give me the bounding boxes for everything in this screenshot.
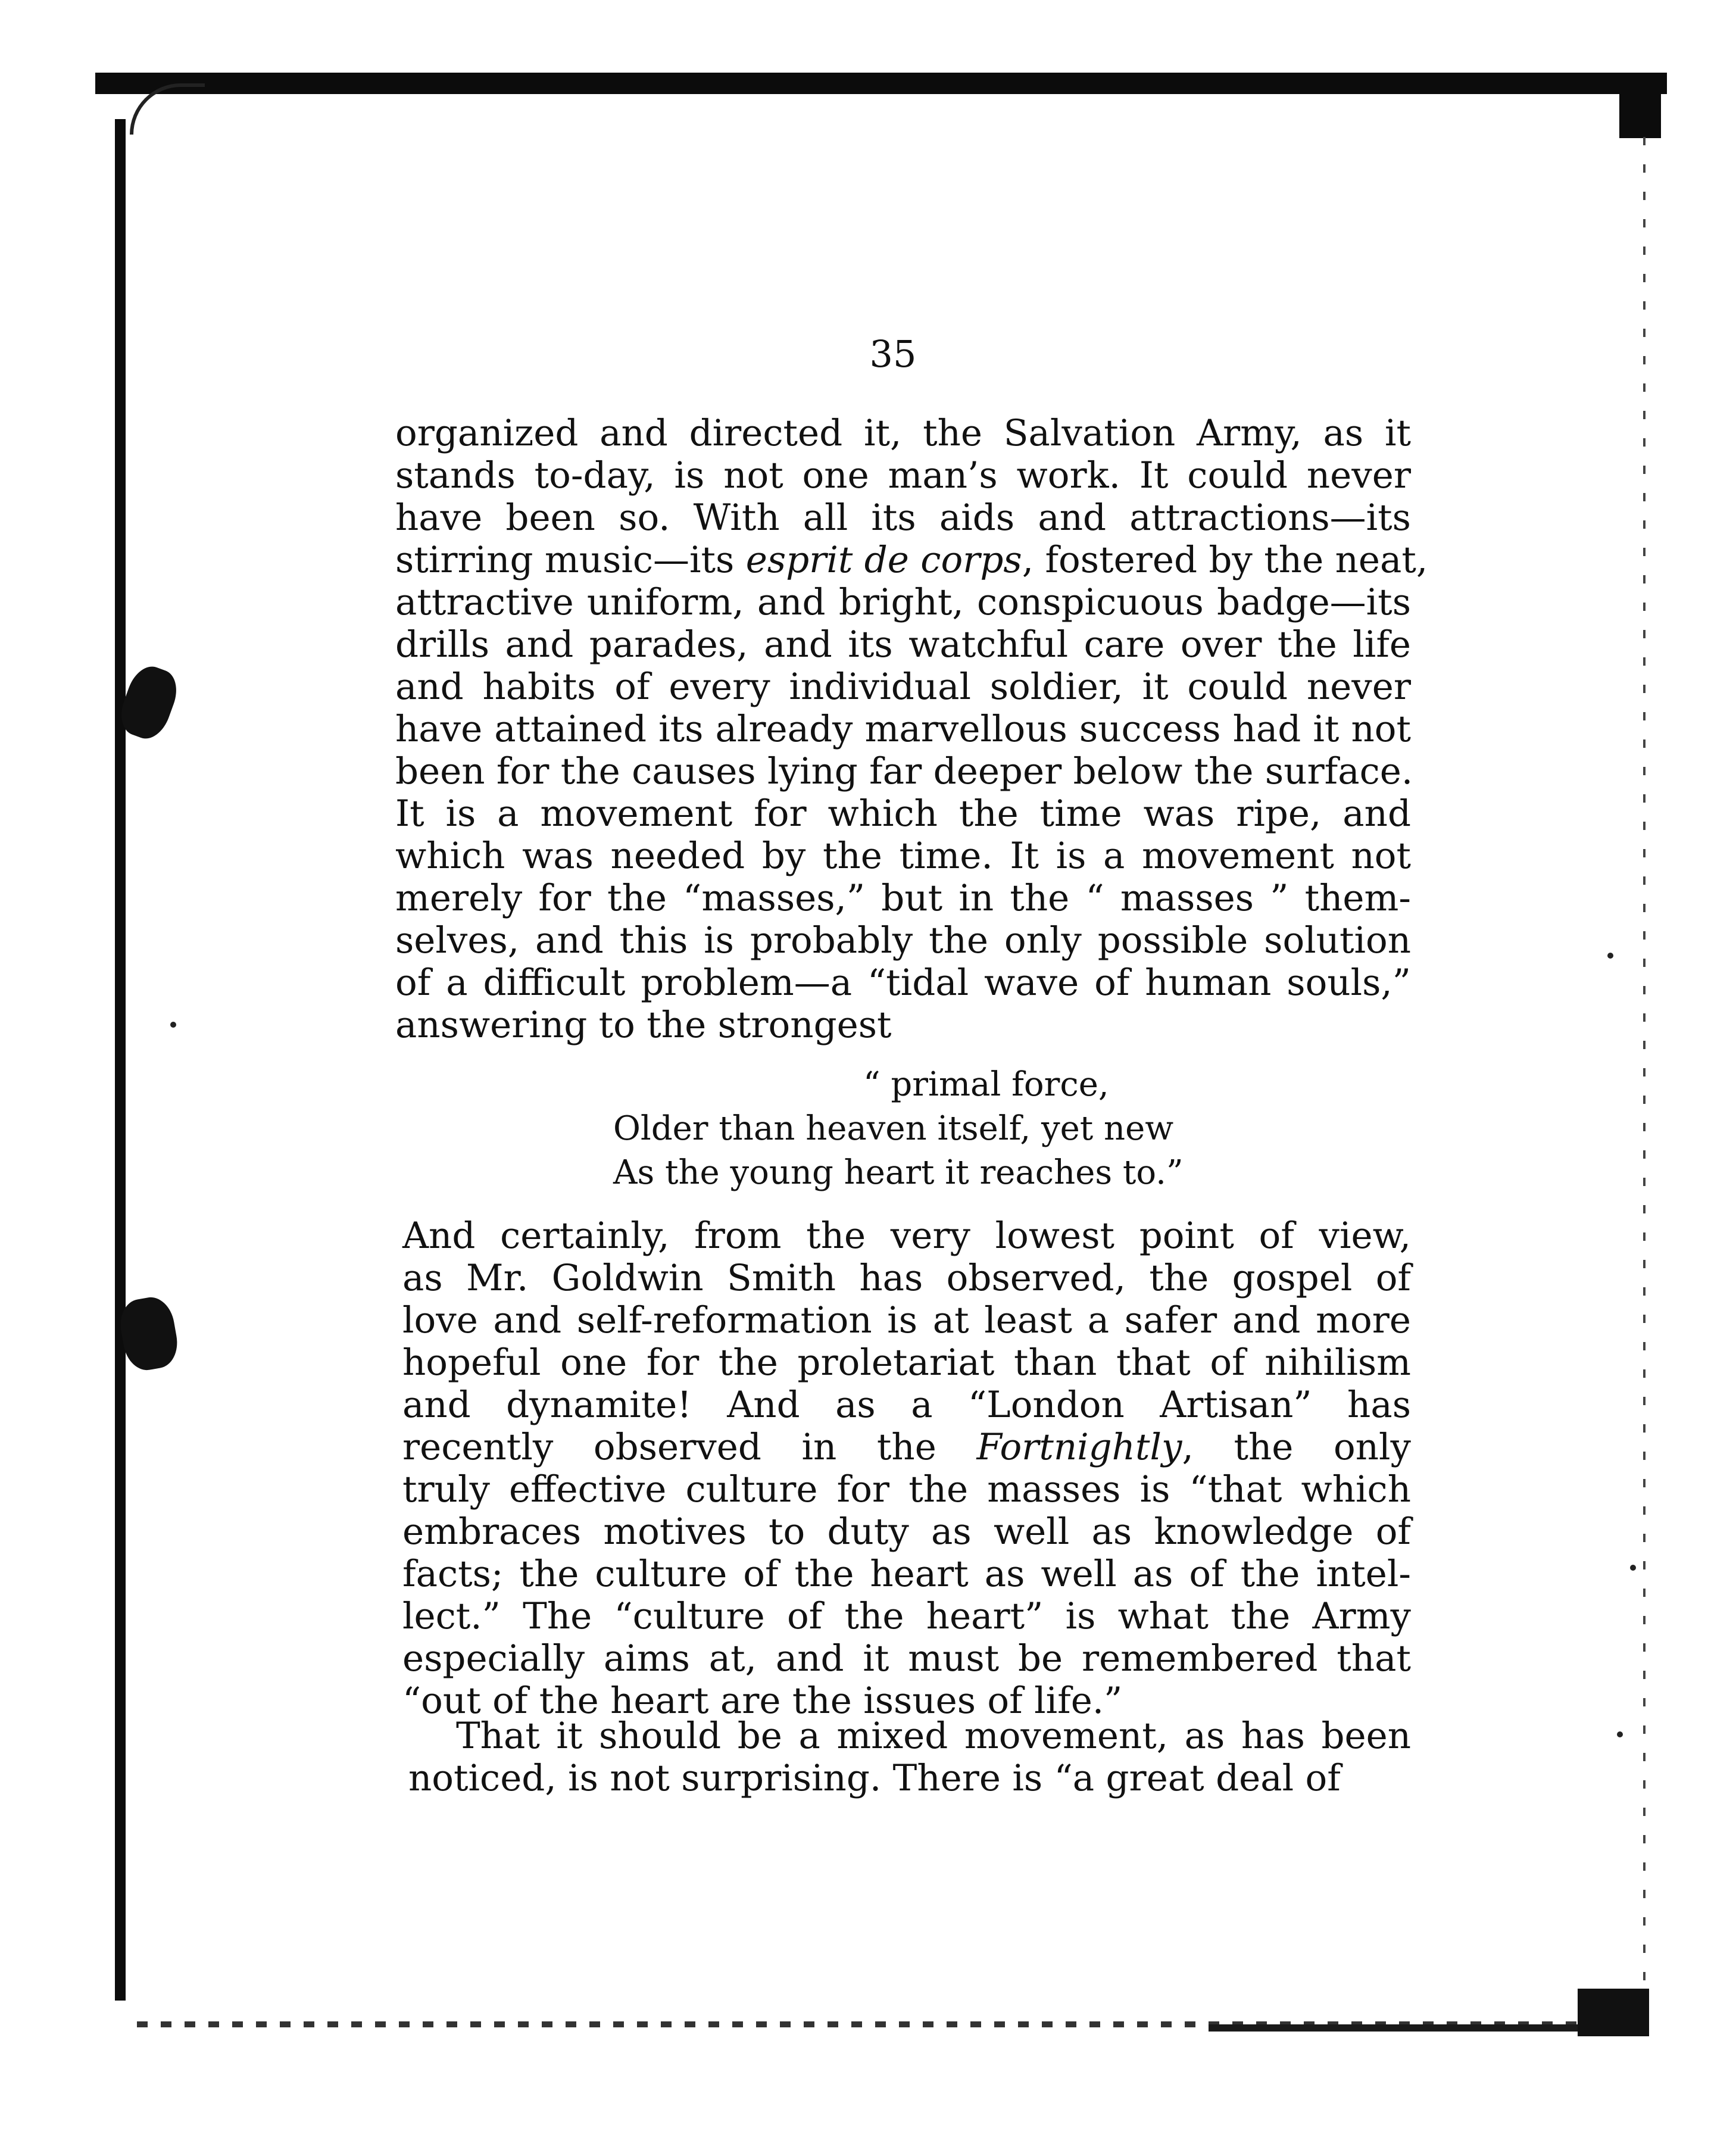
text-line: organized and directed it, the Salvation Army, as it — [395, 412, 1411, 454]
text-line: hopeful one for the proletariat than that of nihilism — [402, 1341, 1411, 1384]
text-line: noticed, is not surprising. There is “a great deal of — [408, 1757, 1341, 1799]
text-line: And certainly, from the very lowest point of view, — [402, 1215, 1411, 1257]
text-line: truly effective culture for the masses is “that which — [402, 1468, 1411, 1511]
binding-mark — [116, 1294, 181, 1374]
speck — [1607, 953, 1613, 959]
text-line: drills and parades, and its watchful care over the life — [395, 623, 1411, 666]
text-line: That it should be a mixed movement, as has been — [456, 1715, 1411, 1757]
text-line: especially aims at, and it must be remembered that — [402, 1637, 1411, 1680]
scan-corner-bottom — [1578, 1989, 1649, 2036]
text-line: have attained its already marvellous success had it not — [395, 708, 1411, 750]
text-line: selves, and this is probably the only possible solution — [395, 919, 1411, 962]
speck — [170, 1022, 176, 1028]
text-line: facts; the culture of the heart as well as of the intel- — [402, 1553, 1411, 1595]
text-fragment: , fostered by the neat, — [1022, 539, 1428, 581]
speck — [1630, 1565, 1636, 1571]
text-line: have been so. With all its aids and attractions—its — [395, 497, 1411, 539]
text-line: merely for the “masses,” but in the “ masses ” them- — [395, 877, 1411, 919]
text-line: as Mr. Goldwin Smith has observed, the gospel of — [402, 1257, 1411, 1299]
paragraph — [395, 412, 1428, 1046]
verse-line: “ primal force, — [863, 1065, 1109, 1104]
italic-title: Fortnightly — [976, 1426, 1182, 1468]
scan-border-top — [95, 73, 1667, 94]
text-line: attractive uniform, and bright, conspicuous badge—its — [395, 581, 1411, 623]
scan-border-right — [1643, 137, 1646, 2030]
speck — [1617, 1731, 1623, 1737]
text-line: which was needed by the time. It is a movement not — [395, 835, 1411, 877]
text-line: lect.” The “culture of the heart” is what the Army — [402, 1595, 1411, 1637]
text-line: stirring music—its esprit de corps, fostered by the neat, — [395, 539, 1428, 581]
text-line: recently observed in the Fortnightly, the only — [402, 1426, 1411, 1468]
text-line: It is a movement for which the time was ripe, and — [395, 792, 1411, 835]
text-line: love and self-reformation is at least a safer and more — [402, 1299, 1411, 1341]
text-line: of a difficult problem—a “tidal wave of human souls,” — [395, 962, 1411, 1004]
italic-title: esprit de corps — [745, 539, 1022, 581]
text-line: answering to the strongest — [395, 1004, 892, 1046]
paragraph — [402, 1215, 1411, 1722]
paragraph — [408, 1715, 1411, 1799]
scan-border-left — [115, 119, 126, 2001]
text-line: and habits of every individual soldier, it could never — [395, 666, 1411, 708]
verse-quotation — [613, 1063, 1184, 1195]
text-line: “out of the heart are the issues of life.” — [402, 1680, 1123, 1722]
scan-border-corner — [1619, 73, 1661, 138]
text-line: embraces motives to duty as well as knowledge of — [402, 1511, 1411, 1553]
verse-line: Older than heaven itself, yet new — [613, 1109, 1174, 1148]
text-line: stands to-day, is not one man’s work. It could never — [395, 454, 1411, 497]
scan-border-bottom-right — [1209, 2024, 1625, 2032]
page-number: 35 — [869, 332, 917, 376]
text-line: been for the causes lying far deeper below the surface. — [395, 750, 1413, 792]
text-fragment: , the only — [1182, 1426, 1411, 1468]
verse-line: As the young heart it reaches to.” — [613, 1153, 1184, 1192]
text-line: and dynamite! And as a “London Artisan” has — [402, 1384, 1411, 1426]
